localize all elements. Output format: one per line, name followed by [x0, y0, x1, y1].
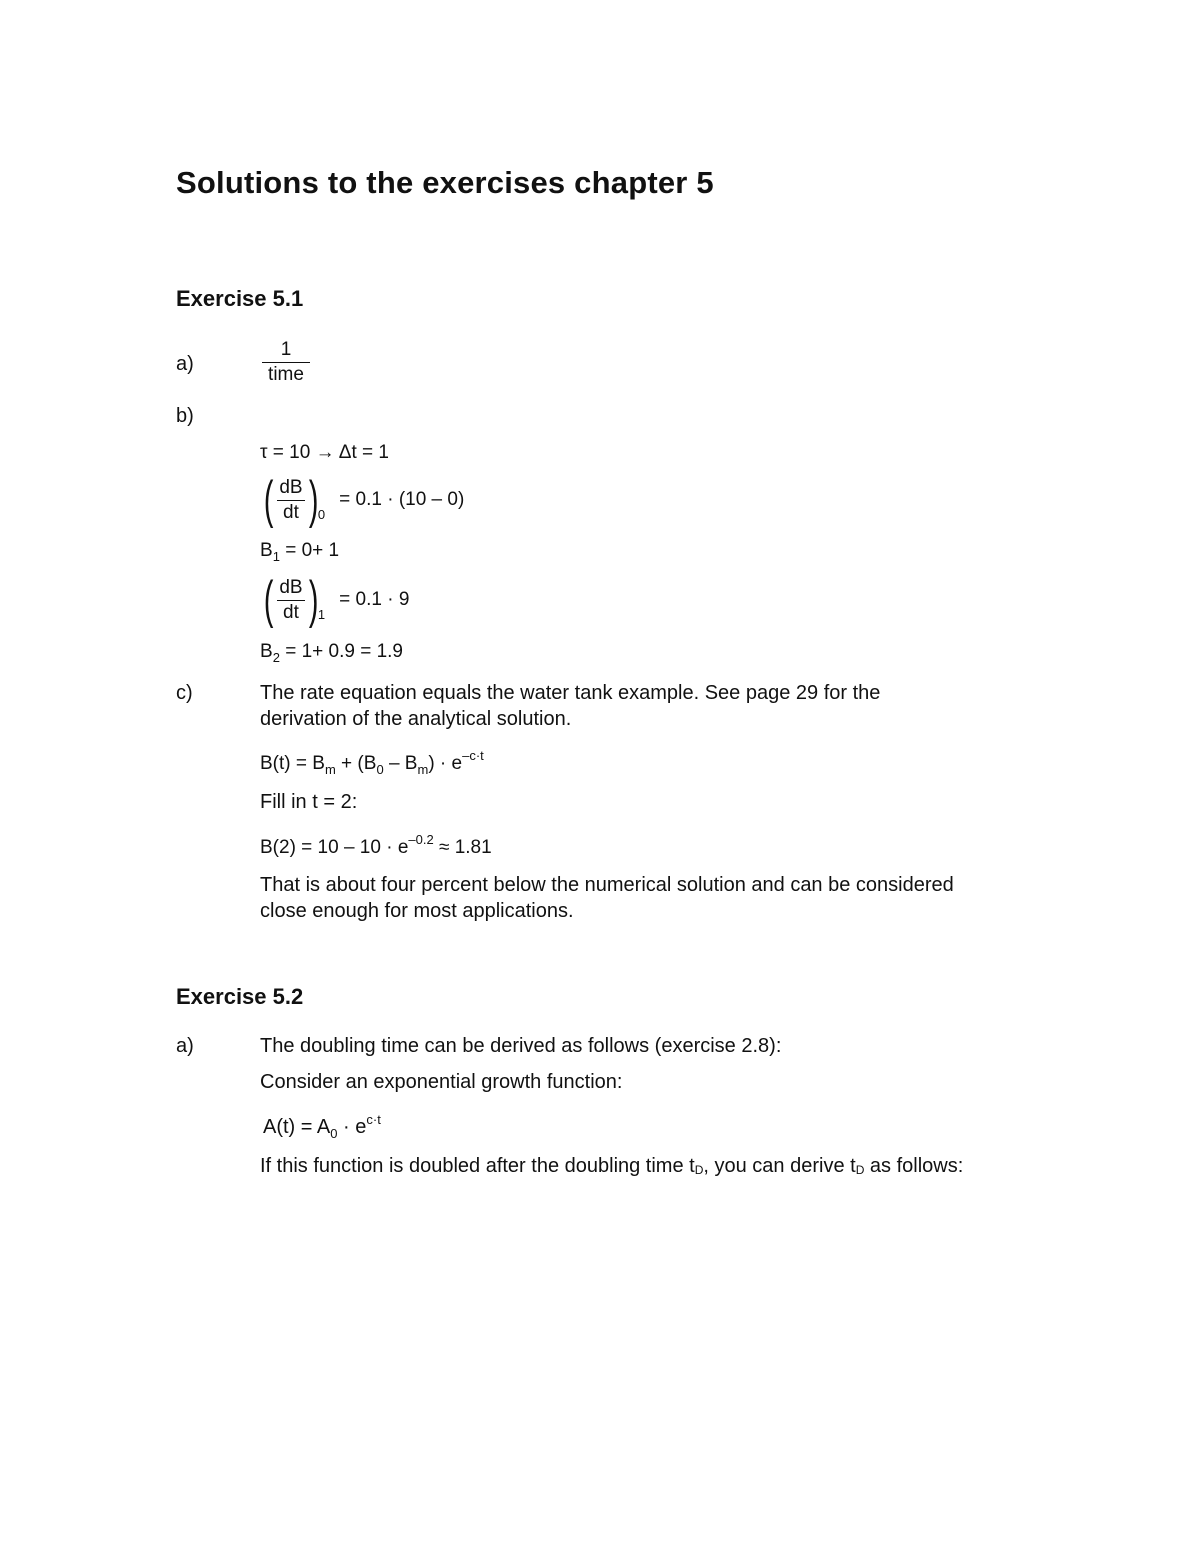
- ex1-b-derivative-1: [260, 571, 410, 629]
- eq-sub: m: [324, 762, 336, 777]
- ex2-a-text-line1: The doubling time can be derived as follows (exercise 2.8):: [260, 1035, 782, 1057]
- fraction-numerator: 1: [262, 338, 310, 363]
- eq-part: · e: [337, 1116, 367, 1138]
- eq-part: ) · e: [428, 753, 463, 774]
- exercise-5-2-heading: Exercise 5.2: [176, 984, 304, 1009]
- eq-sub: 0: [376, 762, 384, 777]
- ex1-c-label: c): [176, 682, 193, 704]
- deriv-numerator: dB: [277, 476, 304, 501]
- deriv-subscript: 1: [317, 607, 326, 622]
- eq-part: + (B: [335, 753, 377, 774]
- exercise-5-1-heading: Exercise 5.1: [176, 286, 304, 311]
- B2-rhs: = 1+ 0.9 = 1.9: [285, 641, 403, 662]
- left-paren: (: [263, 571, 274, 629]
- ex2-a-text-line2: Consider an exponential growth function:: [260, 1071, 623, 1093]
- eq-part: A(t) = A: [263, 1116, 331, 1138]
- ex2-a-label: a): [176, 1035, 194, 1057]
- deriv-rhs: = 0.1 · (10 – 0): [339, 489, 465, 510]
- ex1-c-equation-2: [260, 832, 492, 859]
- fraction-denominator: time: [268, 364, 304, 385]
- eq-part: B(2) = 10 – 10 · e: [260, 837, 409, 858]
- ex2-a-equation: [263, 1112, 381, 1141]
- ex1-b-B2: [260, 641, 403, 665]
- deriv-denominator: dt: [283, 601, 299, 623]
- text-part: If this function is doubled after the doubling time t: [260, 1155, 695, 1177]
- ex1-b-B1: [260, 540, 339, 564]
- B1-sub: 1: [272, 549, 280, 564]
- B2-base: B: [260, 641, 273, 662]
- ex1-a-fraction: [262, 338, 310, 387]
- right-paren: ): [308, 571, 319, 629]
- text-sub: D: [694, 1163, 704, 1177]
- left-paren: (: [263, 471, 274, 529]
- ex1-a-label: a): [176, 353, 194, 375]
- ex1-c-fill-in: Fill in t = 2:: [260, 791, 358, 813]
- eq-part: ≈ 1.81: [433, 837, 492, 858]
- ex1-c-text-line3: That is about four percent below the numerical solution and can be considered: [260, 874, 954, 896]
- ex1-b-derivative-0: [260, 471, 465, 529]
- ex1-b-line1: τ = 10 → Δt = 1: [260, 442, 389, 463]
- text-part: , you can derive t: [703, 1155, 856, 1177]
- ex1-c-text-line4: close enough for most applications.: [260, 900, 574, 922]
- eq-sub: 0: [330, 1126, 338, 1141]
- B2-sub: 2: [272, 650, 280, 665]
- text-part: as follows:: [864, 1155, 964, 1177]
- eq-part: – B: [383, 753, 418, 774]
- ex1-c-text-line2: derivation of the analytical solution.: [260, 708, 572, 730]
- eq-sub: m: [417, 762, 429, 777]
- ex1-b-label: b): [176, 405, 194, 427]
- deriv-numerator: dB: [277, 576, 304, 601]
- ex2-a-text-line3: [260, 1155, 963, 1178]
- deriv-denominator: dt: [283, 501, 299, 523]
- deriv-subscript: 0: [317, 507, 326, 522]
- right-paren: ): [308, 471, 319, 529]
- ex1-c-equation-1: [260, 748, 484, 777]
- text-sub: D: [855, 1163, 865, 1177]
- B1-base: B: [260, 540, 273, 561]
- eq-sup: –c·t: [462, 748, 484, 763]
- eq-part: B(t) = B: [260, 753, 325, 774]
- B1-rhs: = 0+ 1: [285, 540, 340, 561]
- page-title: Solutions to the exercises chapter 5: [176, 165, 714, 200]
- eq-sup: c·t: [366, 1112, 381, 1127]
- eq-sup: –0.2: [408, 832, 434, 847]
- deriv-rhs: = 0.1 · 9: [339, 589, 410, 610]
- ex1-c-text-line1: The rate equation equals the water tank example. See page 29 for the: [260, 682, 881, 704]
